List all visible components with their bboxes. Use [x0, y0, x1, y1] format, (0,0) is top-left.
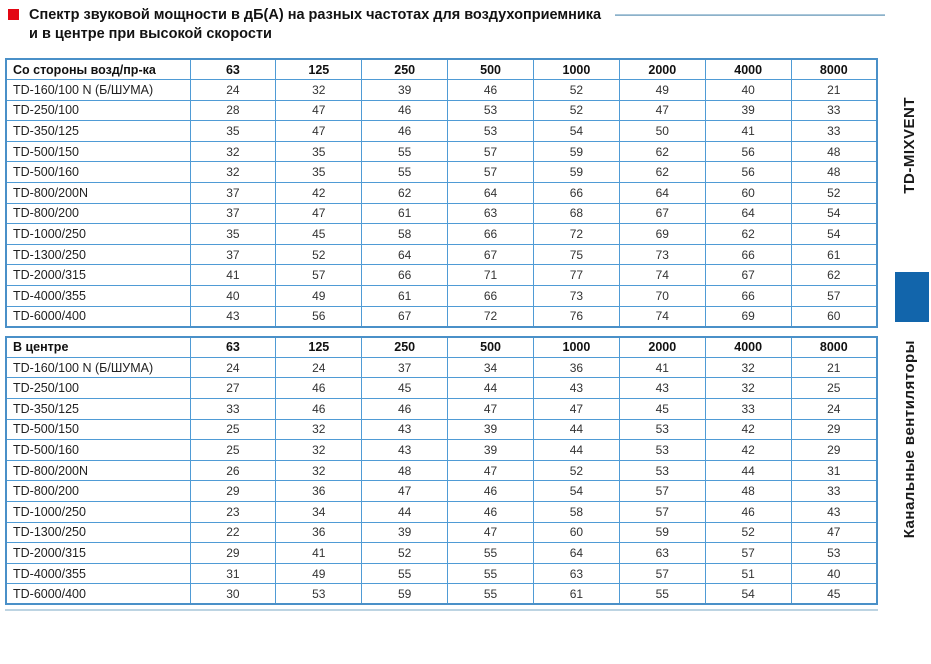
- value-cell: 43: [619, 378, 705, 399]
- value-cell: 32: [276, 80, 362, 101]
- value-cell: 36: [534, 357, 620, 378]
- value-cell: 39: [362, 522, 448, 543]
- value-cell: 52: [362, 543, 448, 564]
- value-cell: 35: [276, 162, 362, 183]
- value-cell: 47: [362, 481, 448, 502]
- value-cell: 69: [705, 306, 791, 327]
- model-name-cell: TD-350/125: [6, 399, 190, 420]
- value-cell: 66: [705, 286, 791, 307]
- value-cell: 39: [705, 100, 791, 121]
- value-cell: 39: [448, 440, 534, 461]
- value-cell: 44: [534, 419, 620, 440]
- frequency-header-cell: 63: [190, 337, 276, 358]
- value-cell: 55: [448, 563, 534, 584]
- value-cell: 74: [619, 265, 705, 286]
- table-row: [6, 563, 877, 584]
- value-cell: 74: [619, 306, 705, 327]
- value-cell: 46: [362, 121, 448, 142]
- value-cell: 33: [190, 399, 276, 420]
- value-cell: 76: [534, 306, 620, 327]
- bottom-rule-line: [5, 609, 878, 611]
- value-cell: 54: [791, 224, 877, 245]
- frequency-header-cell: 250: [362, 337, 448, 358]
- value-cell: 63: [448, 203, 534, 224]
- value-cell: 72: [534, 224, 620, 245]
- value-cell: 47: [448, 522, 534, 543]
- value-cell: 24: [276, 357, 362, 378]
- value-cell: 29: [190, 543, 276, 564]
- model-name-cell: TD-800/200: [6, 203, 190, 224]
- value-cell: 41: [705, 121, 791, 142]
- value-cell: 53: [619, 419, 705, 440]
- value-cell: 37: [362, 357, 448, 378]
- value-cell: 59: [362, 584, 448, 605]
- value-cell: 31: [190, 563, 276, 584]
- value-cell: 29: [791, 419, 877, 440]
- value-cell: 73: [534, 286, 620, 307]
- value-cell: 54: [534, 121, 620, 142]
- value-cell: 47: [448, 399, 534, 420]
- value-cell: 63: [619, 543, 705, 564]
- table-row: [6, 440, 877, 461]
- value-cell: 54: [705, 584, 791, 605]
- value-cell: 46: [362, 100, 448, 121]
- model-name-cell: TD-250/100: [6, 378, 190, 399]
- table-row: [6, 203, 877, 224]
- value-cell: 53: [448, 100, 534, 121]
- table-row: [6, 80, 877, 101]
- value-cell: 46: [362, 399, 448, 420]
- value-cell: 66: [705, 244, 791, 265]
- value-cell: 32: [705, 357, 791, 378]
- value-cell: 25: [190, 419, 276, 440]
- value-cell: 46: [276, 378, 362, 399]
- value-cell: 40: [705, 80, 791, 101]
- model-name-cell: TD-160/100 N (Б/ШУМА): [6, 357, 190, 378]
- value-cell: 26: [190, 460, 276, 481]
- value-cell: 35: [190, 224, 276, 245]
- value-cell: 55: [362, 162, 448, 183]
- value-cell: 55: [362, 563, 448, 584]
- sidebar-category-label: Канальные вентиляторы: [901, 340, 918, 539]
- frequency-header-cell: 1000: [534, 337, 620, 358]
- value-cell: 62: [362, 183, 448, 204]
- sound-power-table-center: [5, 336, 878, 606]
- value-cell: 64: [534, 543, 620, 564]
- model-name-cell: TD-6000/400: [6, 306, 190, 327]
- table-row: [6, 121, 877, 142]
- value-cell: 42: [705, 419, 791, 440]
- value-cell: 77: [534, 265, 620, 286]
- value-cell: 42: [276, 183, 362, 204]
- value-cell: 44: [705, 460, 791, 481]
- table-row: [6, 162, 877, 183]
- value-cell: 34: [276, 501, 362, 522]
- value-cell: 54: [791, 203, 877, 224]
- value-cell: 67: [705, 265, 791, 286]
- value-cell: 40: [791, 563, 877, 584]
- model-name-cell: TD-6000/400: [6, 584, 190, 605]
- value-cell: 53: [791, 543, 877, 564]
- value-cell: 68: [534, 203, 620, 224]
- sidebar-series-label: TD-MIXVENT: [901, 97, 918, 194]
- value-cell: 62: [705, 224, 791, 245]
- value-cell: 47: [276, 121, 362, 142]
- model-name-cell: TD-1000/250: [6, 224, 190, 245]
- model-name-cell: TD-800/200N: [6, 460, 190, 481]
- value-cell: 62: [619, 162, 705, 183]
- value-cell: 55: [448, 584, 534, 605]
- value-cell: 24: [190, 80, 276, 101]
- value-cell: 48: [705, 481, 791, 502]
- value-cell: 64: [448, 183, 534, 204]
- table-header-row: [6, 337, 877, 358]
- table-row: [6, 286, 877, 307]
- value-cell: 45: [362, 378, 448, 399]
- value-cell: 33: [791, 121, 877, 142]
- red-square-bullet-icon: [8, 9, 19, 20]
- value-cell: 33: [791, 100, 877, 121]
- model-name-cell: TD-800/200N: [6, 183, 190, 204]
- value-cell: 61: [534, 584, 620, 605]
- value-cell: 31: [791, 460, 877, 481]
- value-cell: 32: [705, 378, 791, 399]
- value-cell: 51: [705, 563, 791, 584]
- value-cell: 53: [619, 440, 705, 461]
- value-cell: 46: [276, 399, 362, 420]
- value-cell: 21: [791, 80, 877, 101]
- value-cell: 35: [276, 141, 362, 162]
- value-cell: 59: [534, 162, 620, 183]
- value-cell: 73: [619, 244, 705, 265]
- value-cell: 36: [276, 481, 362, 502]
- value-cell: 62: [619, 141, 705, 162]
- frequency-header-cell: 4000: [705, 337, 791, 358]
- value-cell: 52: [276, 244, 362, 265]
- frequency-header-cell: 500: [448, 59, 534, 80]
- value-cell: 45: [619, 399, 705, 420]
- value-cell: 42: [705, 440, 791, 461]
- value-cell: 70: [619, 286, 705, 307]
- value-cell: 58: [362, 224, 448, 245]
- table-row: [6, 100, 877, 121]
- value-cell: 64: [705, 203, 791, 224]
- model-name-cell: TD-2000/315: [6, 543, 190, 564]
- value-cell: 27: [190, 378, 276, 399]
- value-cell: 75: [534, 244, 620, 265]
- value-cell: 61: [362, 203, 448, 224]
- table-row: [6, 265, 877, 286]
- value-cell: 24: [190, 357, 276, 378]
- value-cell: 37: [190, 183, 276, 204]
- value-cell: 35: [190, 121, 276, 142]
- value-cell: 34: [448, 357, 534, 378]
- value-cell: 24: [791, 399, 877, 420]
- model-name-cell: TD-500/150: [6, 141, 190, 162]
- value-cell: 32: [276, 460, 362, 481]
- value-cell: 53: [619, 460, 705, 481]
- value-cell: 47: [448, 460, 534, 481]
- value-cell: 49: [276, 563, 362, 584]
- value-cell: 55: [362, 141, 448, 162]
- value-cell: 56: [705, 162, 791, 183]
- model-name-cell: TD-250/100: [6, 100, 190, 121]
- value-cell: 59: [534, 141, 620, 162]
- value-cell: 56: [705, 141, 791, 162]
- frequency-header-cell: 250: [362, 59, 448, 80]
- model-name-cell: TD-500/150: [6, 419, 190, 440]
- value-cell: 49: [276, 286, 362, 307]
- value-cell: 52: [534, 460, 620, 481]
- value-cell: 66: [534, 183, 620, 204]
- value-cell: 41: [190, 265, 276, 286]
- value-cell: 23: [190, 501, 276, 522]
- value-cell: 54: [534, 481, 620, 502]
- title-rule-line: [615, 14, 885, 16]
- value-cell: 32: [190, 141, 276, 162]
- value-cell: 47: [534, 399, 620, 420]
- value-cell: 61: [362, 286, 448, 307]
- value-cell: 33: [791, 481, 877, 502]
- frequency-header-cell: 125: [276, 59, 362, 80]
- value-cell: 63: [534, 563, 620, 584]
- model-name-cell: TD-160/100 N (Б/ШУМА): [6, 80, 190, 101]
- value-cell: 32: [276, 419, 362, 440]
- model-name-cell: TD-1300/250: [6, 522, 190, 543]
- value-cell: 37: [190, 203, 276, 224]
- blue-square-marker: [895, 272, 929, 322]
- value-cell: 61: [791, 244, 877, 265]
- value-cell: 59: [619, 522, 705, 543]
- model-name-cell: TD-4000/355: [6, 563, 190, 584]
- sidebar: [881, 0, 931, 664]
- value-cell: 46: [705, 501, 791, 522]
- model-name-cell: TD-500/160: [6, 162, 190, 183]
- frequency-header-cell: 63: [190, 59, 276, 80]
- value-cell: 67: [362, 306, 448, 327]
- value-cell: 66: [448, 286, 534, 307]
- table-row: [6, 306, 877, 327]
- value-cell: 28: [190, 100, 276, 121]
- table-row: [6, 378, 877, 399]
- value-cell: 46: [448, 80, 534, 101]
- value-cell: 44: [448, 378, 534, 399]
- value-cell: 25: [791, 378, 877, 399]
- value-cell: 36: [276, 522, 362, 543]
- title-block: [0, 0, 931, 44]
- table-row: [6, 543, 877, 564]
- value-cell: 57: [705, 543, 791, 564]
- value-cell: 44: [534, 440, 620, 461]
- value-cell: 33: [705, 399, 791, 420]
- value-cell: 57: [448, 162, 534, 183]
- model-name-cell: TD-1300/250: [6, 244, 190, 265]
- value-cell: 45: [276, 224, 362, 245]
- value-cell: 46: [448, 481, 534, 502]
- value-cell: 55: [619, 584, 705, 605]
- value-cell: 57: [619, 563, 705, 584]
- value-cell: 57: [619, 501, 705, 522]
- value-cell: 52: [534, 100, 620, 121]
- frequency-header-cell: 2000: [619, 337, 705, 358]
- value-cell: 52: [534, 80, 620, 101]
- value-cell: 50: [619, 121, 705, 142]
- value-cell: 53: [448, 121, 534, 142]
- value-cell: 69: [619, 224, 705, 245]
- value-cell: 60: [534, 522, 620, 543]
- value-cell: 56: [276, 306, 362, 327]
- value-cell: 72: [448, 306, 534, 327]
- value-cell: 71: [448, 265, 534, 286]
- value-cell: 30: [190, 584, 276, 605]
- frequency-header-cell: 4000: [705, 59, 791, 80]
- value-cell: 52: [791, 183, 877, 204]
- value-cell: 47: [276, 203, 362, 224]
- value-cell: 48: [791, 141, 877, 162]
- value-cell: 47: [791, 522, 877, 543]
- tables-area: [5, 58, 878, 611]
- value-cell: 41: [619, 357, 705, 378]
- value-cell: 48: [791, 162, 877, 183]
- model-name-cell: TD-500/160: [6, 440, 190, 461]
- value-cell: 25: [190, 440, 276, 461]
- table-row: [6, 399, 877, 420]
- page-title-line2: и в центре при высокой скорости: [29, 26, 272, 42]
- value-cell: 64: [619, 183, 705, 204]
- frequency-header-cell: 2000: [619, 59, 705, 80]
- value-cell: 57: [448, 141, 534, 162]
- value-cell: 67: [619, 203, 705, 224]
- model-name-cell: TD-350/125: [6, 121, 190, 142]
- value-cell: 39: [362, 80, 448, 101]
- value-cell: 37: [190, 244, 276, 265]
- frequency-header-cell: 8000: [791, 337, 877, 358]
- value-cell: 41: [276, 543, 362, 564]
- table-row: [6, 522, 877, 543]
- model-name-cell: TD-800/200: [6, 481, 190, 502]
- value-cell: 66: [448, 224, 534, 245]
- value-cell: 57: [791, 286, 877, 307]
- model-name-cell: TD-1000/250: [6, 501, 190, 522]
- sound-power-table-inlet-side: [5, 58, 878, 328]
- value-cell: 47: [619, 100, 705, 121]
- value-cell: 43: [362, 440, 448, 461]
- table-row: [6, 183, 877, 204]
- value-cell: 58: [534, 501, 620, 522]
- value-cell: 60: [791, 306, 877, 327]
- table-header-row: [6, 59, 877, 80]
- frequency-header-cell: 500: [448, 337, 534, 358]
- table-row: [6, 460, 877, 481]
- value-cell: 43: [791, 501, 877, 522]
- frequency-header-cell: 125: [276, 337, 362, 358]
- page-title: [29, 6, 885, 44]
- value-cell: 22: [190, 522, 276, 543]
- value-cell: 47: [276, 100, 362, 121]
- value-cell: 43: [190, 306, 276, 327]
- value-cell: 39: [448, 419, 534, 440]
- value-cell: 60: [705, 183, 791, 204]
- table-row: [6, 357, 877, 378]
- value-cell: 40: [190, 286, 276, 307]
- table-row: [6, 584, 877, 605]
- value-cell: 32: [190, 162, 276, 183]
- table-row: [6, 481, 877, 502]
- page-title-line1: Спектр звуковой мощности в дБ(А) на разных частотах для воздухоприемника: [29, 7, 602, 23]
- table-header-label: Со стороны возд/пр-ка: [6, 59, 190, 80]
- value-cell: 64: [362, 244, 448, 265]
- value-cell: 43: [534, 378, 620, 399]
- value-cell: 32: [276, 440, 362, 461]
- frequency-header-cell: 8000: [791, 59, 877, 80]
- value-cell: 44: [362, 501, 448, 522]
- value-cell: 62: [791, 265, 877, 286]
- value-cell: 43: [362, 419, 448, 440]
- table-row: [6, 244, 877, 265]
- value-cell: 29: [791, 440, 877, 461]
- value-cell: 21: [791, 357, 877, 378]
- frequency-header-cell: 1000: [534, 59, 620, 80]
- value-cell: 55: [448, 543, 534, 564]
- value-cell: 57: [276, 265, 362, 286]
- value-cell: 57: [619, 481, 705, 502]
- value-cell: 52: [705, 522, 791, 543]
- table-row: [6, 501, 877, 522]
- model-name-cell: TD-4000/355: [6, 286, 190, 307]
- table-header-label: В центре: [6, 337, 190, 358]
- value-cell: 66: [362, 265, 448, 286]
- value-cell: 49: [619, 80, 705, 101]
- value-cell: 46: [448, 501, 534, 522]
- value-cell: 29: [190, 481, 276, 502]
- table-row: [6, 224, 877, 245]
- value-cell: 45: [791, 584, 877, 605]
- table-row: [6, 419, 877, 440]
- value-cell: 48: [362, 460, 448, 481]
- model-name-cell: TD-2000/315: [6, 265, 190, 286]
- table-row: [6, 141, 877, 162]
- value-cell: 53: [276, 584, 362, 605]
- value-cell: 67: [448, 244, 534, 265]
